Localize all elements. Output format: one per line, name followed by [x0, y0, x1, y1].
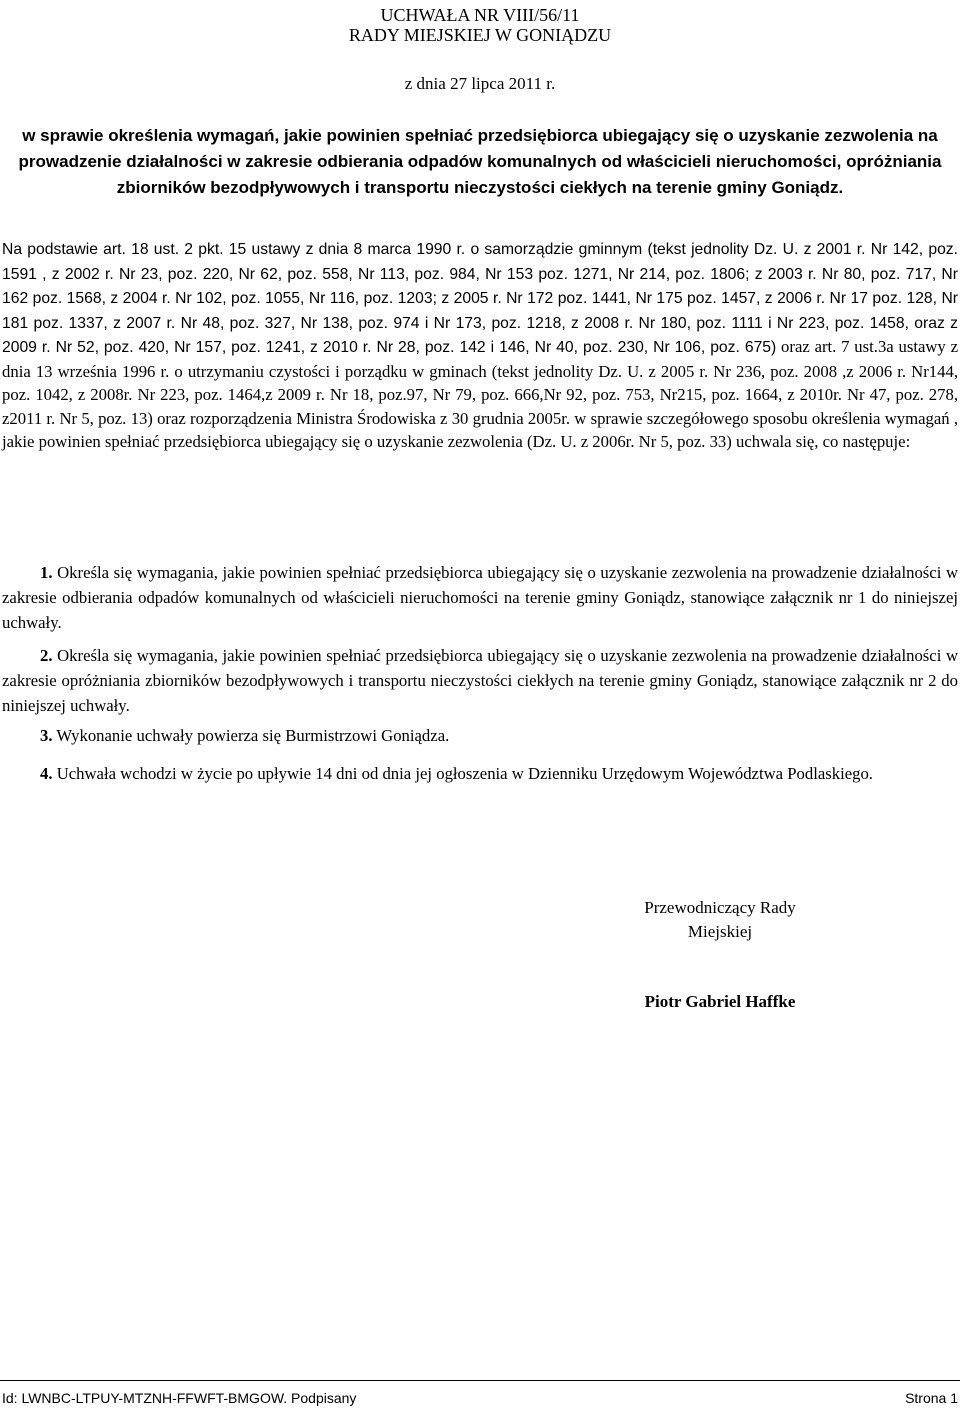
page-number: Strona 1 — [905, 1390, 958, 1406]
section-1 — [2, 560, 958, 635]
document-id: Id: LWNBC-LTPUY-MTZNH-FFWFT-BMGOW. Podpisany — [2, 1390, 357, 1406]
legal-basis-part1: Na podstawie art. 18 ust. 2 pkt. 15 ustawy z dnia 8 marca 1990 r. o samorządzie gminnym (tekst jednolity Dz. U. z 2001 r. Nr 142, poz. 1591 , z 2002 r. Nr 23, poz. 220, Nr 62, poz. 558, Nr 113, poz. 984, Nr 153 poz. 1271, Nr 214, poz. 1806; z 2003 r. Nr 80, poz. 717, Nr 162 poz. 1568, z 2004 r. Nr 102, poz. 1055, Nr 116, poz. 1203; z 2005 r. Nr 172 poz. 1441, Nr 175 poz. 1457, z 2006 r. Nr 17 poz. 128, Nr 181 poz. 1337, z 2007 r. Nr 48, poz. 327, Nr 138, poz. 974 i Nr 173, poz. 1218, z 2008 r. Nr 180, poz. 1111 i Nr 223, poz. 1458, oraz z 2009 r. Nr 52, poz. 420, Nr 157, poz. 1241, z 2010 r. Nr 28, poz. 142 i 146, Nr 40, poz. 230, Nr 106, poz. 675) — [2, 241, 958, 356]
signatory-role-line2: Miejskiej — [687, 922, 753, 941]
signatory-role — [600, 896, 840, 944]
section-4-text: Uchwała wchodzi w życie po upływie 14 dni od dnia jej ogłoszenia w Dzienniku Urzędowym Województwa Podlaskiego. — [52, 764, 873, 783]
section-1-text: Określa się wymagania, jakie powinien spełniać przedsiębiorca ubiegający się o uzyskanie zezwolenia na prowadzenie działalności w zakresie odbierania odpadów komunalnych od właścicieli nieruchomości na terenie gminy Goniądz, stanowiące załącznik nr 1 do niniejszej uchwały. — [2, 563, 958, 632]
signatory-role-line1: Przewodniczący Rady — [644, 898, 796, 917]
resolution-date: z dnia 27 lipca 2011 r. — [404, 74, 556, 93]
resolution-subject: w sprawie określenia wymagań, jakie powinien spełniać przedsiębiorca ubiegający się o uzyskanie zezwolenia na prowadzenie działalności w zakresie odbierania odpadów komunalnych od właścicieli nieruchomości, opróżniania zbiorników bezodpływowych i transportu nieczystości ciekłych na terenie gminy Goniądz. — [18, 126, 942, 197]
section-4 — [2, 761, 958, 786]
section-4-number: 4. — [40, 764, 53, 783]
section-1-number: 1. — [40, 563, 53, 582]
legal-basis-part2: oraz art. 7 ust.3a ustawy z dnia 13 września 1996 r. o utrzymaniu czystości i porządku w gminach (tekst jednolity Dz. U. z 2005 r. Nr 236, poz. 2008 ,z 2006 r. Nr144, poz. 1042, z 2008r. Nr 223, poz. 1464,z 2009 r. Nr 18, poz.97, Nr 79, poz. 666,Nr 92, poz. 753, Nr215, poz. 1664, z 2010r. Nr 47, poz. 278, z2011 r. Nr 5, poz. 13) oraz rozporządzenia Ministra Środowiska z 30 grudnia 2005r. w sprawie szczegółowego sposobu określenia wymagań , jakie powinien spełniać przedsiębiorca ubiegający się o uzyskanie zezwolenia (Dz. U. z 2006r. Nr 5, poz. 33) uchwala się, co następuje: — [2, 337, 958, 451]
section-2-text: Określa się wymagania, jakie powinien spełniać przedsiębiorca ubiegający się o uzyskanie zezwolenia na prowadzenie działalności w zakresie opróżniania zbiorników bezodpływowych i transportu nieczystości ciekłych na terenie gminy Goniądz, stanowiące załącznik nr 2 do niniejszej uchwały. — [2, 646, 958, 715]
section-3-number: 3. — [40, 726, 53, 745]
council-name: RADY MIEJSKIEJ W GONIĄDZU — [348, 25, 612, 45]
section-2 — [2, 643, 958, 718]
legal-basis — [2, 237, 958, 454]
section-3-text: Wykonanie uchwały powierza się Burmistrzowi Goniądza. — [52, 726, 450, 745]
footer-divider — [0, 1380, 960, 1381]
signatory-name: Piotr Gabriel Haffke — [644, 992, 796, 1011]
resolution-title: UCHWAŁA NR VIII/56/11 — [380, 5, 580, 25]
section-3 — [2, 723, 958, 748]
section-2-number: 2. — [40, 646, 53, 665]
